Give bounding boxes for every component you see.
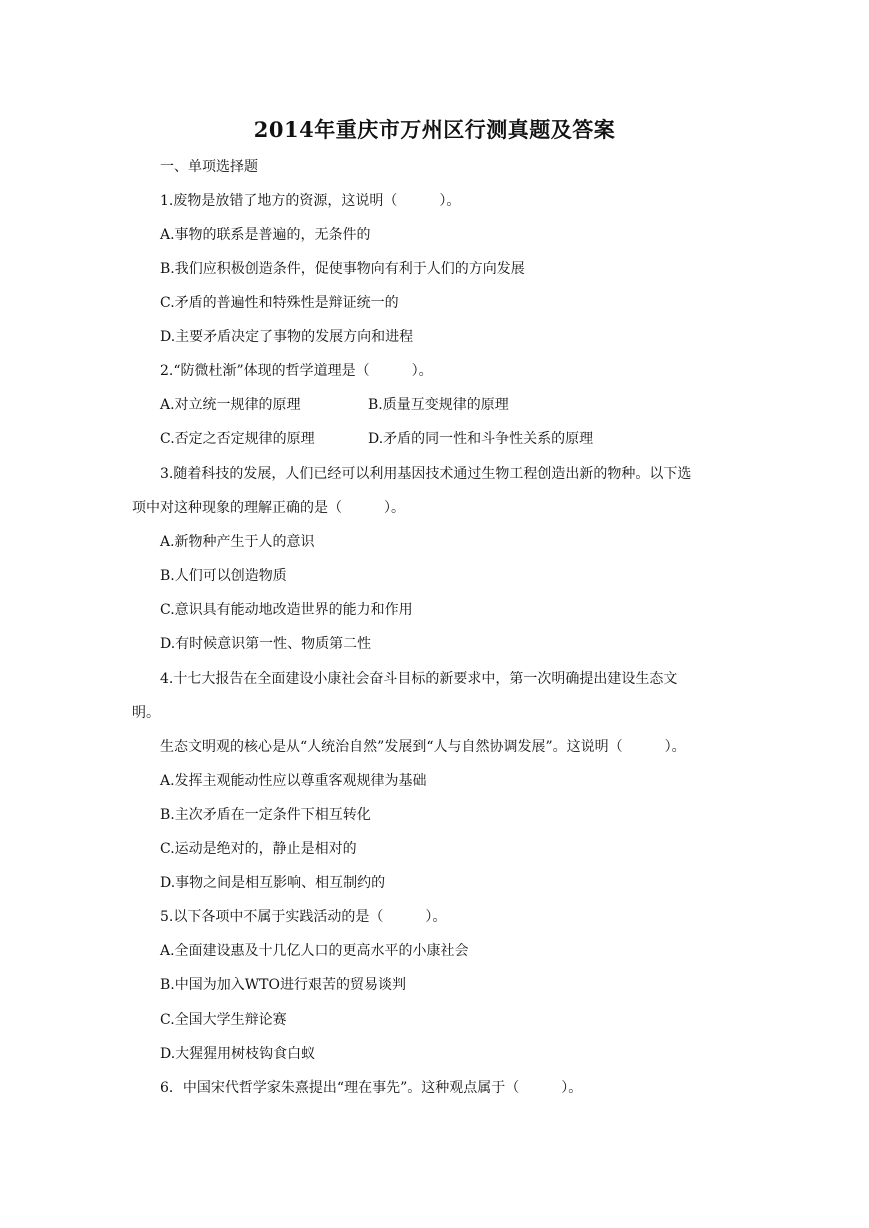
question-2-option-c: C.否定之否定规律的原理 [160,431,315,447]
question-5-stem: 5.以下各项中不属于实践活动的是（ ）。 [160,909,447,925]
question-4-option-d: D.事物之间是相互影响、相互制约的 [160,875,386,891]
question-2-option-a: A.对立统一规律的原理 [160,397,301,413]
question-1-option-b: B.我们应积极创造条件，促使事物向有利于人们的方向发展 [160,261,525,277]
question-5-option-d: D.大猩猩用树枝钩食白蚁 [160,1046,316,1062]
question-5-option-b: B.中国为加入WTO进行艰苦的贸易谈判 [160,977,406,993]
question-2-stem: 2.“防微杜渐”体现的哲学道理是（ ）。 [160,363,433,379]
question-5-option-a: A.全面建设惠及十几亿人口的更高水平的小康社会 [160,943,469,959]
page-title: 2014年重庆市万州区行测真题及答案 [253,117,616,142]
question-5-option-c: C.全国大学生辩论赛 [160,1012,287,1028]
question-6-stem: 6．中国宋代哲学家朱熹提出“理在事先”。这种观点属于（ ）。 [160,1080,583,1096]
question-4-stem-line-1: 4.十七大报告在全面建设小康社会奋斗目标的新要求中，第一次明确提出建设生态文 [160,671,678,687]
question-3-option-a: A.新物种产生于人的意识 [160,534,315,550]
question-1-option-c: C.矛盾的普遍性和特殊性是辩证统一的 [160,295,399,311]
question-1-option-a: A.事物的联系是普遍的，无条件的 [160,227,371,243]
question-2-option-d: D.矛盾的同一性和斗争性关系的原理 [368,431,594,447]
question-3-option-c: C.意识具有能动地改造世界的能力和作用 [160,602,413,618]
question-3-stem-line-1: 3.随着科技的发展，人们已经可以利用基因技术通过生物工程创造出新的物种。以下选 [160,466,692,482]
question-3-stem-line-2: 项中对这种现象的理解正确的是（ ）。 [132,500,405,516]
question-3-option-d: D.有时候意识第一性、物质第二性 [160,636,372,652]
question-1-stem: 1.废物是放错了地方的资源，这说明（ ）。 [160,193,461,209]
question-4-option-a: A.发挥主观能动性应以尊重客观规律为基础 [160,773,427,789]
question-1-option-d: D.主要矛盾决定了事物的发展方向和进程 [160,329,414,345]
question-4-stem-line-2: 明。 [132,705,160,721]
question-2-option-b: B.质量互变规律的原理 [368,397,509,413]
question-4-option-b: B.主次矛盾在一定条件下相互转化 [160,807,371,823]
section-heading: 一、单项选择题 [160,159,258,175]
question-3-option-b: B.人们可以创造物质 [160,568,287,584]
question-4-option-c: C.运动是绝对的，静止是相对的 [160,841,357,857]
question-4-stem-line-3: 生态文明观的核心是从“人统治自然”发展到“人与自然协调发展”。这说明（ ）。 [160,739,686,755]
